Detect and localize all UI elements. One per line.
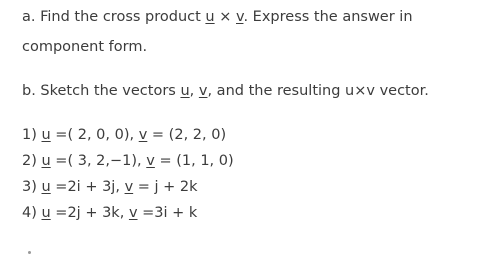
part-b-question: b. Sketch the vectors u, v, and the resulting u×v vector. [22,83,429,99]
vector-v-symbol: v [128,205,138,221]
stray-mark [28,251,31,254]
vector-u-symbol: u [41,127,51,143]
vector-v-symbol: v [146,153,155,169]
vector-u-symbol: u [41,153,51,169]
vector-u-symbol: u [41,179,51,195]
vector-v-symbol: v [138,127,148,143]
problem-item-1: 1) u =( 2, 0, 0), v = (2, 2, 0) [22,127,227,143]
problem-item-4: 4) u =2j + 3k, v =3i + k [22,205,198,221]
vector-u-symbol: u [205,9,215,25]
vector-u-symbol: u [180,83,190,99]
vector-v-symbol: v [236,9,244,25]
vector-v-symbol: v [198,83,208,99]
part-a-line-2: component form. [22,39,148,55]
vector-v-symbol: v [124,179,134,195]
vector-u-symbol: u [41,205,51,221]
problem-item-3: 3) u =2i + 3j, v = j + 2k [22,179,198,195]
part-a-line-1: a. Find the cross product u × v. Express the answer in [22,9,413,25]
problem-item-2: 2) u =( 3, 2,−1), v = (1, 1, 0) [22,153,234,169]
